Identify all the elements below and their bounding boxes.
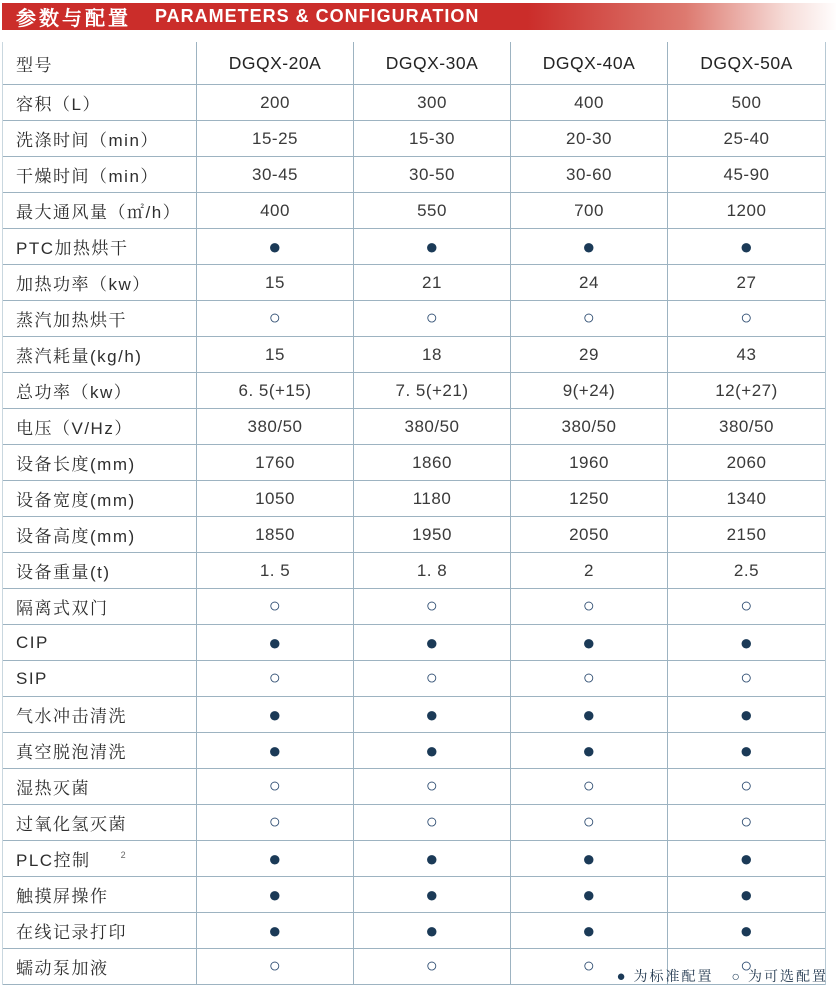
value-cell: 20-30 bbox=[511, 121, 668, 156]
row-label: 设备长度(mm) bbox=[3, 445, 197, 480]
value-cell: 24 bbox=[511, 265, 668, 300]
footnote-marker: 2 bbox=[120, 849, 126, 860]
table-row bbox=[3, 193, 825, 229]
value-cell: 15-25 bbox=[197, 121, 354, 156]
row-label: 干燥时间（min） bbox=[3, 157, 197, 192]
standard-config-dot: ● bbox=[511, 625, 668, 660]
value-cell: 1860 bbox=[354, 445, 511, 480]
row-label: 蒸汽耗量(kg/h) bbox=[3, 337, 197, 372]
value-cell: 27 bbox=[736, 272, 757, 292]
standard-config-dot: ● bbox=[739, 881, 754, 907]
row-label: 在线记录打印 bbox=[3, 913, 197, 948]
column-header-model-30a: DGQX-30A bbox=[354, 42, 511, 84]
value-cell: 1950 bbox=[354, 517, 511, 552]
standard-config-dot: ● bbox=[354, 697, 511, 732]
value-cell: 380/50 bbox=[354, 409, 511, 444]
optional-config-dot: ○ bbox=[197, 949, 354, 984]
value-cell: 12(+27) bbox=[715, 380, 778, 400]
model-row-label: 型号 bbox=[3, 42, 197, 84]
row-label: 加热功率（kw） bbox=[3, 265, 197, 300]
table-row bbox=[3, 265, 825, 301]
standard-config-dot: ● bbox=[197, 913, 354, 948]
standard-config-dot: ● bbox=[511, 913, 668, 948]
standard-config-dot: ● bbox=[739, 701, 754, 727]
section-title-chinese: 参数与配置 bbox=[16, 8, 131, 30]
optional-config-dot: ○ bbox=[740, 307, 753, 329]
standard-config-dot: ● bbox=[197, 625, 354, 660]
optional-config-dot: ○ bbox=[740, 811, 753, 833]
table-header-row bbox=[3, 42, 825, 85]
table-row bbox=[3, 229, 825, 265]
optional-config-dot: ○ bbox=[197, 589, 354, 624]
optional-config-dot: ○ bbox=[354, 589, 511, 624]
standard-config-dot: ● bbox=[739, 917, 754, 943]
table-row bbox=[3, 733, 825, 769]
value-cell: 400 bbox=[197, 193, 354, 228]
value-cell: 300 bbox=[354, 85, 511, 120]
value-cell: 1200 bbox=[726, 200, 767, 220]
row-label: 触摸屏操作 bbox=[3, 877, 197, 912]
row-label: 湿热灭菌 bbox=[3, 769, 197, 804]
value-cell: 1180 bbox=[354, 481, 511, 516]
value-cell: 380/50 bbox=[197, 409, 354, 444]
section-header-bar bbox=[2, 3, 836, 30]
row-label: 洗涤时间（min） bbox=[3, 121, 197, 156]
table-row bbox=[3, 445, 825, 481]
table-row bbox=[3, 517, 825, 553]
optional-config-dot: ○ bbox=[197, 805, 354, 840]
value-cell: 15 bbox=[197, 265, 354, 300]
column-header-model-20a: DGQX-20A bbox=[197, 42, 354, 84]
optional-config-dot: ○ bbox=[740, 955, 753, 977]
value-cell: 1960 bbox=[511, 445, 668, 480]
table-row bbox=[3, 157, 825, 193]
optional-config-dot: ○ bbox=[354, 661, 511, 696]
value-cell: 500 bbox=[731, 92, 762, 112]
value-cell: 2.5 bbox=[733, 560, 760, 580]
table-row bbox=[3, 697, 825, 733]
optional-config-dot: ○ bbox=[197, 769, 354, 804]
value-cell: 43 bbox=[736, 344, 757, 364]
standard-config-dot: ● bbox=[197, 841, 354, 876]
row-label: 隔离式双门 bbox=[3, 589, 197, 624]
standard-config-dot: ● bbox=[739, 737, 754, 763]
value-cell: 380/50 bbox=[511, 409, 668, 444]
table-row bbox=[3, 121, 825, 157]
optional-config-dot: ○ bbox=[511, 805, 668, 840]
value-cell: 9(+24) bbox=[511, 373, 668, 408]
value-cell: 18 bbox=[354, 337, 511, 372]
legend-standard-label: 为标准配置 bbox=[633, 968, 714, 984]
value-cell: 15-30 bbox=[354, 121, 511, 156]
optional-config-dot: ○ bbox=[354, 301, 511, 336]
value-cell: 2060 bbox=[726, 452, 767, 472]
row-label: 气水冲击清洗 bbox=[3, 697, 197, 732]
table-row bbox=[3, 481, 825, 517]
standard-config-dot: ● bbox=[354, 733, 511, 768]
value-cell: 400 bbox=[511, 85, 668, 120]
table-row bbox=[3, 589, 825, 625]
value-cell: 29 bbox=[511, 337, 668, 372]
value-cell: 2 bbox=[511, 553, 668, 588]
row-label: 设备高度(mm) bbox=[3, 517, 197, 552]
table-row bbox=[3, 877, 825, 913]
filled-dot-icon: ● bbox=[616, 967, 626, 985]
value-cell: 380/50 bbox=[719, 416, 774, 436]
standard-config-dot: ● bbox=[739, 629, 754, 655]
value-cell: 15 bbox=[197, 337, 354, 372]
parameters-table bbox=[2, 42, 826, 985]
optional-config-dot: ○ bbox=[511, 661, 668, 696]
standard-config-dot: ● bbox=[197, 733, 354, 768]
optional-config-dot: ○ bbox=[197, 301, 354, 336]
optional-config-dot: ○ bbox=[511, 769, 668, 804]
standard-config-dot: ● bbox=[354, 877, 511, 912]
value-cell: 45-90 bbox=[723, 164, 770, 184]
row-label: 过氧化氢灭菌 bbox=[3, 805, 197, 840]
table-row bbox=[3, 625, 825, 661]
table-row bbox=[3, 661, 825, 697]
value-cell: 2150 bbox=[726, 524, 767, 544]
row-label: PTC加热烘干 bbox=[3, 229, 197, 264]
value-cell: 21 bbox=[354, 265, 511, 300]
standard-config-dot: ● bbox=[739, 845, 754, 871]
optional-config-dot: ○ bbox=[354, 769, 511, 804]
value-cell: 1. 5 bbox=[197, 553, 354, 588]
value-cell: 1850 bbox=[197, 517, 354, 552]
optional-config-dot: ○ bbox=[740, 667, 753, 689]
row-label: 电压（V/Hz） bbox=[3, 409, 197, 444]
value-cell: 700 bbox=[511, 193, 668, 228]
table-row bbox=[3, 373, 825, 409]
value-cell: 1050 bbox=[197, 481, 354, 516]
row-label: 总功率（kw） bbox=[3, 373, 197, 408]
row-label: 设备重量(t) bbox=[3, 553, 197, 588]
optional-config-dot: ○ bbox=[354, 805, 511, 840]
value-cell: 30-45 bbox=[197, 157, 354, 192]
row-label: 最大通风量（㎡/h） bbox=[3, 193, 197, 228]
table-row bbox=[3, 553, 825, 589]
standard-config-dot: ● bbox=[511, 877, 668, 912]
value-cell: 1340 bbox=[726, 488, 767, 508]
standard-config-dot: ● bbox=[197, 229, 354, 264]
row-label: 真空脱泡清洗 bbox=[3, 733, 197, 768]
table-row bbox=[3, 301, 825, 337]
value-cell: 1. 8 bbox=[354, 553, 511, 588]
value-cell: 550 bbox=[354, 193, 511, 228]
value-cell: 30-60 bbox=[511, 157, 668, 192]
legend-standard-item bbox=[616, 966, 713, 986]
row-label: 容积（L） bbox=[3, 85, 197, 120]
table-row bbox=[3, 913, 825, 949]
value-cell: 25-40 bbox=[723, 128, 770, 148]
row-label: CIP bbox=[3, 625, 197, 660]
standard-config-dot: ● bbox=[354, 625, 511, 660]
row-label: 蒸汽加热烘干 bbox=[3, 301, 197, 336]
section-title-english: PARAMETERS & CONFIGURATION bbox=[155, 6, 480, 26]
optional-config-dot: ○ bbox=[354, 949, 511, 984]
optional-config-dot: ○ bbox=[740, 595, 753, 617]
row-label: SIP bbox=[3, 661, 197, 696]
standard-config-dot: ● bbox=[739, 233, 754, 259]
optional-config-dot: ○ bbox=[197, 661, 354, 696]
standard-config-dot: ● bbox=[197, 877, 354, 912]
table-row bbox=[3, 85, 825, 121]
standard-config-dot: ● bbox=[511, 697, 668, 732]
column-header-model-40a: DGQX-40A bbox=[511, 42, 668, 84]
value-cell: 1760 bbox=[197, 445, 354, 480]
standard-config-dot: ● bbox=[354, 229, 511, 264]
value-cell: 200 bbox=[197, 85, 354, 120]
value-cell: 30-50 bbox=[354, 157, 511, 192]
standard-config-dot: ● bbox=[511, 733, 668, 768]
standard-config-dot: ● bbox=[511, 229, 668, 264]
optional-config-dot: ○ bbox=[740, 775, 753, 797]
table-row bbox=[3, 841, 825, 877]
standard-config-dot: ● bbox=[197, 697, 354, 732]
row-label: PLC控制 $^2$ bbox=[3, 841, 197, 876]
standard-config-dot: ● bbox=[354, 841, 511, 876]
optional-config-dot: ○ bbox=[511, 949, 668, 984]
table-row bbox=[3, 769, 825, 805]
open-circle-icon: ○ bbox=[731, 968, 740, 984]
value-cell: 2050 bbox=[511, 517, 668, 552]
value-cell: 7. 5(+21) bbox=[354, 373, 511, 408]
legend-optional-item bbox=[732, 966, 828, 986]
table-row bbox=[3, 409, 825, 445]
optional-config-dot: ○ bbox=[511, 301, 668, 336]
legend bbox=[616, 966, 828, 986]
row-label: 设备宽度(mm) bbox=[3, 481, 197, 516]
standard-config-dot: ● bbox=[511, 841, 668, 876]
value-cell: 6. 5(+15) bbox=[197, 373, 354, 408]
table-row bbox=[3, 337, 825, 373]
legend-optional-label: 为可选配置 bbox=[748, 968, 828, 984]
standard-config-dot: ● bbox=[354, 913, 511, 948]
optional-config-dot: ○ bbox=[511, 589, 668, 624]
table-row bbox=[3, 805, 825, 841]
value-cell: 1250 bbox=[511, 481, 668, 516]
row-label: 蠕动泵加液 bbox=[3, 949, 197, 984]
column-header-model-50a: DGQX-50A bbox=[700, 52, 793, 73]
